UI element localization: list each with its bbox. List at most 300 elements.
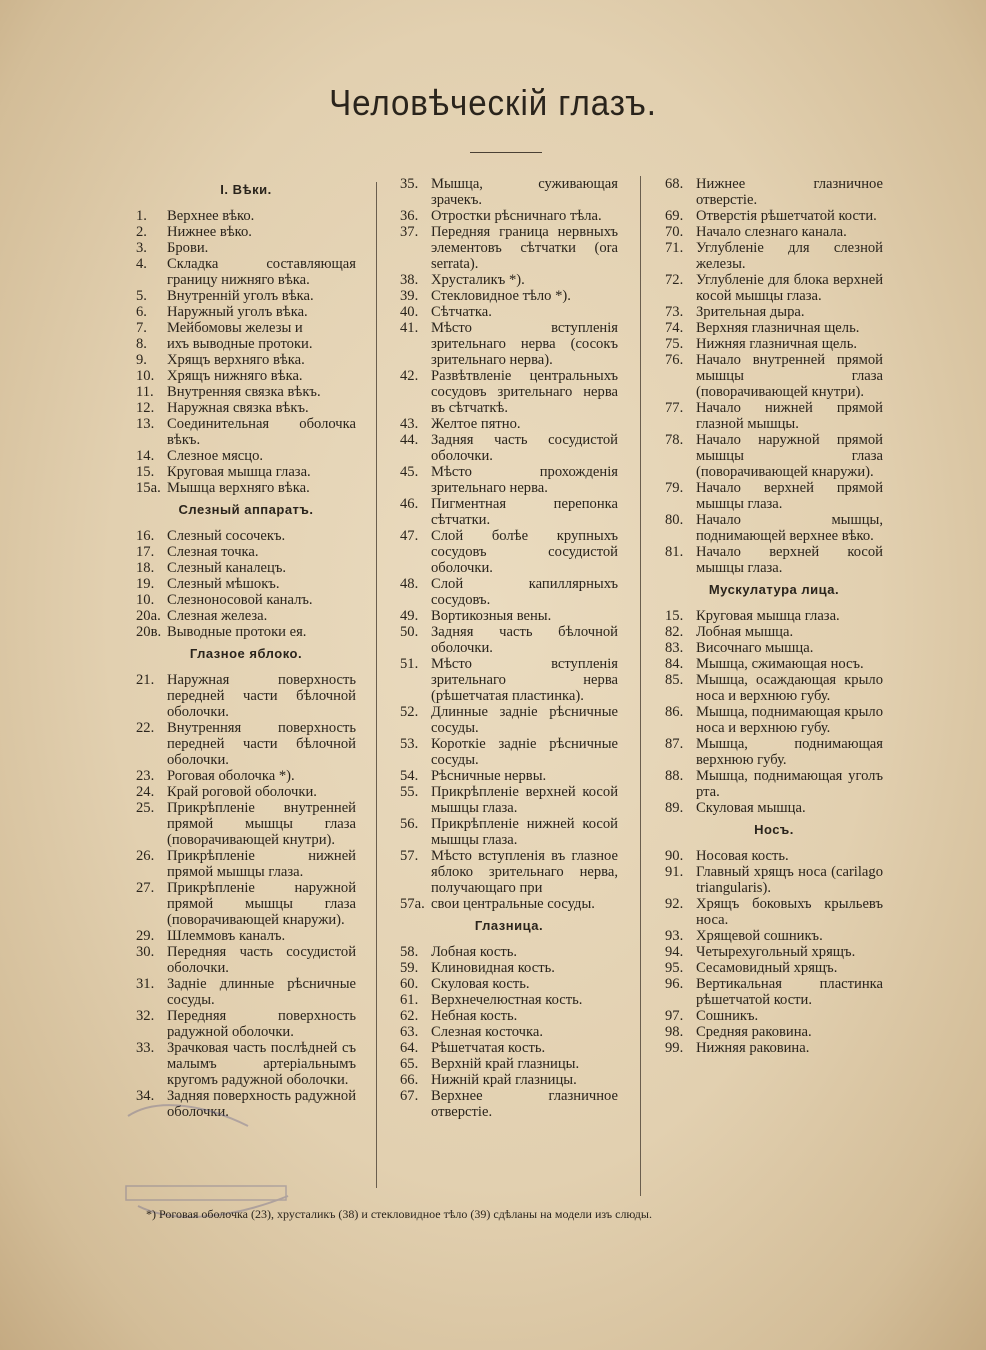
item-number: 50. xyxy=(400,624,419,640)
list-item xyxy=(400,976,618,992)
item-text: Начало нижней прямой глазной мышцы. xyxy=(696,400,883,432)
item-text: Хрящъ верхняго вѣка. xyxy=(167,352,305,368)
list-item xyxy=(136,800,356,848)
item-number: 7. xyxy=(136,320,147,336)
item-text: Верхнее вѣко. xyxy=(167,208,255,224)
list-item xyxy=(665,704,883,736)
item-number: 32. xyxy=(136,1008,155,1024)
list-item xyxy=(136,464,356,480)
item-number: 18. xyxy=(136,560,155,576)
item-number: 96. xyxy=(665,976,684,992)
item-text: свои центральные сосуды. xyxy=(431,896,595,912)
item-number: 63. xyxy=(400,1024,419,1040)
item-number: 45. xyxy=(400,464,419,480)
list-item xyxy=(400,896,618,912)
item-number: 42. xyxy=(400,368,419,384)
list-item xyxy=(665,960,883,976)
item-text: Мѣсто вступленія зрительнаго нерва (рѣшетчатая пластинка). xyxy=(431,656,618,704)
list-item xyxy=(136,208,356,224)
item-text: Наружная связка вѣкъ. xyxy=(167,400,309,416)
item-text: Нижняя глазничная щель. xyxy=(696,336,857,352)
list-item xyxy=(665,640,883,656)
item-text: Складка составляющая границу нижняго вѣка. xyxy=(167,256,356,288)
item-text: Круговая мышца глаза. xyxy=(167,464,311,480)
item-number: 20а. xyxy=(136,608,161,624)
list-item xyxy=(665,928,883,944)
item-text: Начало слезнаго канала. xyxy=(696,224,847,240)
item-number: 82. xyxy=(665,624,684,640)
list-item xyxy=(665,672,883,704)
list-item xyxy=(400,736,618,768)
list-item xyxy=(400,944,618,960)
item-text: Слезный каналецъ. xyxy=(167,560,287,576)
item-number: 99. xyxy=(665,1040,684,1056)
item-text: Отростки рѣсничнаго тѣла. xyxy=(431,208,602,224)
item-number: 61. xyxy=(400,992,419,1008)
item-text: Длинные задніе рѣсничные сосуды. xyxy=(431,704,618,736)
item-text: Внутренняя связка вѣкъ. xyxy=(167,384,321,400)
item-number: 15. xyxy=(136,464,155,480)
item-text: ихъ выводные протоки. xyxy=(167,336,313,352)
list-item xyxy=(400,576,618,608)
list-item xyxy=(400,304,618,320)
item-number: 36. xyxy=(400,208,419,224)
item-number: 75. xyxy=(665,336,684,352)
item-text: Хрусталикъ *). xyxy=(431,272,525,288)
list-item xyxy=(665,512,883,544)
list-item xyxy=(665,304,883,320)
item-number: 86. xyxy=(665,704,684,720)
item-text: Слезный сосочекъ. xyxy=(167,528,286,544)
item-text: Мѣсто вступленія въ глазное яблоко зрительнаго нерва, получающаго при xyxy=(431,848,618,896)
item-number: 38. xyxy=(400,272,419,288)
item-number: 97. xyxy=(665,1008,684,1024)
item-text: Прикрѣпленіе наружной прямой мышцы глаза (поворачивающей кнаружи). xyxy=(167,880,356,928)
list-item xyxy=(136,720,356,768)
item-number: 79. xyxy=(665,480,684,496)
list-item xyxy=(665,736,883,768)
section-heading: Глазница. xyxy=(474,918,544,933)
item-number: 83. xyxy=(665,640,684,656)
list-item xyxy=(400,208,618,224)
item-number: 85. xyxy=(665,672,684,688)
item-number: 44. xyxy=(400,432,419,448)
item-text: Сошникъ. xyxy=(696,1008,759,1024)
item-number: 60. xyxy=(400,976,419,992)
list-item xyxy=(136,528,356,544)
item-number: 41. xyxy=(400,320,419,336)
list-item xyxy=(400,992,618,1008)
item-number: 78. xyxy=(665,432,684,448)
list-item xyxy=(136,576,356,592)
item-text: Верхнее глазничное отверстіе. xyxy=(431,1088,618,1120)
list-item xyxy=(400,176,618,208)
section-heading: Слезный аппаратъ. xyxy=(178,502,314,517)
list-item xyxy=(136,304,356,320)
item-number: 17. xyxy=(136,544,155,560)
item-text: Пигментная перепонка сѣтчатки. xyxy=(431,496,618,528)
list-item xyxy=(665,624,883,640)
section-heading: Мускулатура лица. xyxy=(708,582,840,597)
item-text: Наружный уголъ вѣка. xyxy=(167,304,308,320)
list-item xyxy=(400,1072,618,1088)
item-number: 43. xyxy=(400,416,419,432)
list-item xyxy=(136,768,356,784)
item-text: Лобная мышца. xyxy=(696,624,794,640)
item-text: Прикрѣпленіе нижней прямой мышцы глаза. xyxy=(167,848,356,880)
item-text: Отверстія рѣшетчатой кости. xyxy=(696,208,877,224)
item-text: Прикрѣпленіе верхней косой мышцы глаза. xyxy=(431,784,618,816)
list-item xyxy=(136,384,356,400)
item-number: 89. xyxy=(665,800,684,816)
list-item xyxy=(400,1008,618,1024)
column-1 xyxy=(136,176,356,1120)
item-text: Слезная косточка. xyxy=(431,1024,544,1040)
item-number: 91. xyxy=(665,864,684,880)
item-text: Мышца, поднимающая крыло носа и верхнюю губу. xyxy=(696,704,883,736)
item-text: Сесамовидный хрящъ. xyxy=(696,960,838,976)
item-text: Мѣсто прохожденія зрительнаго нерва. xyxy=(431,464,618,496)
item-text: Лобная кость. xyxy=(431,944,518,960)
item-number: 39. xyxy=(400,288,419,304)
list-item xyxy=(136,416,356,448)
item-text: Начало верхней прямой мышцы глаза. xyxy=(696,480,883,512)
item-number: 98. xyxy=(665,1024,684,1040)
item-text: Четырехугольный хрящъ. xyxy=(696,944,856,960)
item-number: 40. xyxy=(400,304,419,320)
item-number: 47. xyxy=(400,528,419,544)
item-text: Нижнее вѣко. xyxy=(167,224,252,240)
item-text: Мейбомовы железы и xyxy=(167,320,303,336)
item-number: 46. xyxy=(400,496,419,512)
item-number: 23. xyxy=(136,768,155,784)
item-text: Начало внутренней прямой мышцы глаза (поворачивающей кнутри). xyxy=(696,352,883,400)
list-item xyxy=(136,224,356,240)
list-item xyxy=(665,400,883,432)
item-text: Рѣшетчатая кость. xyxy=(431,1040,546,1056)
list-item xyxy=(400,960,618,976)
item-number: 84. xyxy=(665,656,684,672)
list-item xyxy=(136,976,356,1008)
item-text: Сѣтчатка. xyxy=(431,304,492,320)
list-item xyxy=(665,848,883,864)
item-text: Слезная точка. xyxy=(167,544,259,560)
list-item xyxy=(400,704,618,736)
column-divider xyxy=(640,176,641,1196)
list-item xyxy=(400,816,618,848)
item-text: Зрительная дыра. xyxy=(696,304,805,320)
item-number: 80. xyxy=(665,512,684,528)
list-item xyxy=(400,608,618,624)
item-number: 59. xyxy=(400,960,419,976)
item-number: 74. xyxy=(665,320,684,336)
item-text: Хрящъ нижняго вѣка. xyxy=(167,368,303,384)
list-item xyxy=(665,272,883,304)
item-number: 1. xyxy=(136,208,147,224)
list-item xyxy=(136,368,356,384)
item-number: 64. xyxy=(400,1040,419,1056)
item-text: Зрачковая часть послѣдней съ малымъ артеріальнымъ кругомъ радужной оболочки. xyxy=(167,1040,356,1088)
item-number: 95. xyxy=(665,960,684,976)
item-number: 21. xyxy=(136,672,155,688)
item-number: 67. xyxy=(400,1088,419,1104)
list-item xyxy=(665,1008,883,1024)
list-item xyxy=(400,656,618,704)
item-text: Слой капиллярныхъ сосудовъ. xyxy=(431,576,618,608)
item-number: 22. xyxy=(136,720,155,736)
item-number: 48. xyxy=(400,576,419,592)
item-number: 13. xyxy=(136,416,155,432)
item-number: 71. xyxy=(665,240,684,256)
item-text: Слезный мѣшокъ. xyxy=(167,576,280,592)
item-text: Мышца, суживающая зрачекъ. xyxy=(431,176,618,208)
item-number: 57. xyxy=(400,848,419,864)
list-item xyxy=(665,480,883,512)
item-text: Задняя поверхность радужной оболочки. xyxy=(167,1088,357,1120)
item-text: Мышца, осаждающая крыло носа и верхнюю губу. xyxy=(696,672,883,704)
item-number: 2. xyxy=(136,224,147,240)
list-item xyxy=(136,624,356,640)
list-item xyxy=(665,768,883,800)
item-text: Начало наружной прямой мышцы глаза (поворачивающей кнаружи). xyxy=(696,432,883,480)
item-text: Носовая кость. xyxy=(696,848,789,864)
item-number: 56. xyxy=(400,816,419,832)
item-text: Верхнечелюстная кость. xyxy=(431,992,583,1008)
item-number: 87. xyxy=(665,736,684,752)
item-text: Внутренній уголъ вѣка. xyxy=(167,288,314,304)
page-title: Человѣческій глазъ. xyxy=(329,82,657,123)
list-item xyxy=(136,1040,356,1088)
list-item xyxy=(400,768,618,784)
list-item xyxy=(665,320,883,336)
item-number: 65. xyxy=(400,1056,419,1072)
item-text: Начало верхней косой мышцы глаза. xyxy=(696,544,883,576)
item-text: Скуловая мышца. xyxy=(696,800,806,816)
list-item xyxy=(665,896,883,928)
item-number: 94. xyxy=(665,944,684,960)
item-text: Мышца верхняго вѣка. xyxy=(167,480,310,496)
list-item xyxy=(400,416,618,432)
item-number: 73. xyxy=(665,304,684,320)
list-item xyxy=(665,544,883,576)
item-text: Выводные протоки ея. xyxy=(167,624,307,640)
item-number: 31. xyxy=(136,976,155,992)
item-text: Мѣсто вступленія зрительнаго нерва (сосокъ зрительнаго нерва). xyxy=(431,320,618,368)
list-item xyxy=(400,624,618,656)
item-number: 6. xyxy=(136,304,147,320)
list-item xyxy=(136,240,356,256)
item-number: 11. xyxy=(136,384,154,400)
column-divider xyxy=(376,182,377,1188)
list-item xyxy=(400,272,618,288)
item-number: 27. xyxy=(136,880,155,896)
item-text: Передняя часть сосудистой оболочки. xyxy=(167,944,356,976)
list-item xyxy=(400,784,618,816)
item-text: Короткіе задніе рѣсничные сосуды. xyxy=(431,736,618,768)
item-number: 54. xyxy=(400,768,419,784)
item-text: Вертикальная пластинка рѣшетчатой кости. xyxy=(696,976,883,1008)
item-text: Соединительная оболочка вѣкъ. xyxy=(167,416,356,448)
item-text: Брови. xyxy=(167,240,209,256)
item-text: Задняя часть сосудистой оболочки. xyxy=(431,432,618,464)
list-item xyxy=(400,1040,618,1056)
list-item xyxy=(400,320,618,368)
item-text: Начало мышцы, поднимающей верхнее вѣко. xyxy=(696,512,883,544)
list-item xyxy=(665,656,883,672)
item-text: Передняя поверхность радужной оболочки. xyxy=(167,1008,356,1040)
item-text: Слой болѣе крупныхъ сосудовъ сосудистой оболочки. xyxy=(431,528,618,576)
item-number: 57а. xyxy=(400,896,425,912)
item-number: 58. xyxy=(400,944,419,960)
title-rule xyxy=(470,152,542,153)
item-text: Задняя часть бѣлочной оболочки. xyxy=(431,624,618,656)
item-text: Задніе длинные рѣсничные сосуды. xyxy=(167,976,356,1008)
list-item xyxy=(136,320,356,336)
list-item xyxy=(665,608,883,624)
footnote: *) Роговая оболочка (23), хрусталикъ (38) и стекловидное тѣло (39) сдѣланы на модели изъ слюды. xyxy=(146,1207,652,1221)
item-text: Височнаго мышца. xyxy=(696,640,814,656)
item-number: 62. xyxy=(400,1008,419,1024)
item-number: 14. xyxy=(136,448,155,464)
list-item xyxy=(136,1008,356,1040)
item-text: Углубленіе для слезной железы. xyxy=(696,240,883,272)
list-item xyxy=(665,976,883,1008)
item-text: Мышца, поднимающая уголъ рта. xyxy=(696,768,883,800)
item-number: 19. xyxy=(136,576,155,592)
item-number: 30. xyxy=(136,944,155,960)
item-text: Шлеммовъ каналъ. xyxy=(167,928,286,944)
item-number: 4. xyxy=(136,256,147,272)
list-item xyxy=(665,208,883,224)
item-number: 35. xyxy=(400,176,419,192)
item-number: 9. xyxy=(136,352,147,368)
section-heading: I. Вѣки. xyxy=(220,182,272,197)
item-number: 70. xyxy=(665,224,684,240)
list-item xyxy=(400,1056,618,1072)
item-text: Наружная поверхность передней части бѣлочной оболочки. xyxy=(167,672,356,720)
list-item xyxy=(136,784,356,800)
item-number: 10. xyxy=(136,592,155,608)
item-text: Мышца, поднимающая верхнюю губу. xyxy=(696,736,883,768)
list-item xyxy=(136,560,356,576)
item-number: 68. xyxy=(665,176,684,192)
item-number: 53. xyxy=(400,736,419,752)
item-number: 3. xyxy=(136,240,147,256)
list-item xyxy=(400,464,618,496)
list-item xyxy=(400,528,618,576)
item-number: 5. xyxy=(136,288,147,304)
item-number: 8. xyxy=(136,336,147,352)
item-text: Роговая оболочка *). xyxy=(167,768,295,784)
list-item xyxy=(665,944,883,960)
item-text: Главный хрящъ носа (carilago triangularis). xyxy=(696,864,883,896)
item-text: Скуловая кость. xyxy=(431,976,530,992)
item-text: Развѣтвленіе центральныхъ сосудовъ зрительнаго нерва въ сѣтчаткѣ. xyxy=(431,368,618,416)
item-text: Край роговой оболочки. xyxy=(167,784,317,800)
item-text: Желтое пятно. xyxy=(431,416,521,432)
item-number: 10. xyxy=(136,368,155,384)
column-2 xyxy=(400,176,618,1120)
list-item xyxy=(136,480,356,496)
item-number: 81. xyxy=(665,544,684,560)
item-text: Нижнее глазничное отверстіе. xyxy=(696,176,883,208)
list-item xyxy=(136,592,356,608)
item-number: 12. xyxy=(136,400,155,416)
list-item xyxy=(136,544,356,560)
list-item xyxy=(136,448,356,464)
list-item xyxy=(136,880,356,928)
item-text: Верхній край глазницы. xyxy=(431,1056,580,1072)
column-3 xyxy=(665,176,883,1056)
item-number: 93. xyxy=(665,928,684,944)
item-text: Углубленіе для блока верхней косой мышцы глаза. xyxy=(696,272,883,304)
list-item xyxy=(665,176,883,208)
item-text: Внутренняя поверхность передней части бѣлочной оболочки. xyxy=(167,720,356,768)
list-item xyxy=(400,496,618,528)
item-text: Нижній край глазницы. xyxy=(431,1072,577,1088)
item-text: Рѣсничные нервы. xyxy=(431,768,547,784)
list-item xyxy=(665,224,883,240)
item-text: Передняя граница нервныхъ элементовъ сѣтчатки (ora serrata). xyxy=(431,224,618,272)
list-item xyxy=(136,928,356,944)
item-text: Круговая мышца глаза. xyxy=(696,608,840,624)
list-item xyxy=(400,1088,618,1120)
list-item xyxy=(136,352,356,368)
item-number: 88. xyxy=(665,768,684,784)
item-number: 16. xyxy=(136,528,155,544)
list-item xyxy=(136,848,356,880)
list-item xyxy=(136,608,356,624)
item-number: 52. xyxy=(400,704,419,720)
item-number: 26. xyxy=(136,848,155,864)
list-item xyxy=(400,224,618,272)
list-item xyxy=(665,240,883,272)
item-number: 20в. xyxy=(136,624,162,640)
item-number: 51. xyxy=(400,656,419,672)
item-number: 29. xyxy=(136,928,155,944)
item-number: 76. xyxy=(665,352,684,368)
list-item xyxy=(136,672,356,720)
item-number: 69. xyxy=(665,208,684,224)
list-item xyxy=(665,336,883,352)
item-number: 66. xyxy=(400,1072,419,1088)
list-item xyxy=(400,368,618,416)
section-heading: Глазное яблоко. xyxy=(189,646,303,661)
item-text: Небная кость. xyxy=(431,1008,518,1024)
list-item xyxy=(665,1040,883,1056)
list-item xyxy=(665,800,883,816)
item-text: Слезное мясцо. xyxy=(167,448,264,464)
item-number: 24. xyxy=(136,784,155,800)
item-number: 37. xyxy=(400,224,419,240)
section-heading: Носъ. xyxy=(754,822,794,837)
item-number: 49. xyxy=(400,608,419,624)
item-text: Верхняя глазничная щель. xyxy=(696,320,860,336)
list-item xyxy=(400,848,618,896)
item-number: 90. xyxy=(665,848,684,864)
item-number: 34. xyxy=(136,1088,155,1104)
item-text: Прикрѣпленіе внутренней прямой мышцы глаза (поворачивающей кнутри). xyxy=(167,800,356,848)
list-item xyxy=(136,400,356,416)
list-item xyxy=(400,1024,618,1040)
item-text: Средняя раковина. xyxy=(696,1024,812,1040)
list-item xyxy=(665,432,883,480)
item-text: Прикрѣпленіе нижней косой мышцы глаза. xyxy=(431,816,618,848)
item-number: 77. xyxy=(665,400,684,416)
item-text: Нижняя раковина. xyxy=(696,1040,810,1056)
item-number: 15. xyxy=(665,608,684,624)
item-number: 92. xyxy=(665,896,684,912)
